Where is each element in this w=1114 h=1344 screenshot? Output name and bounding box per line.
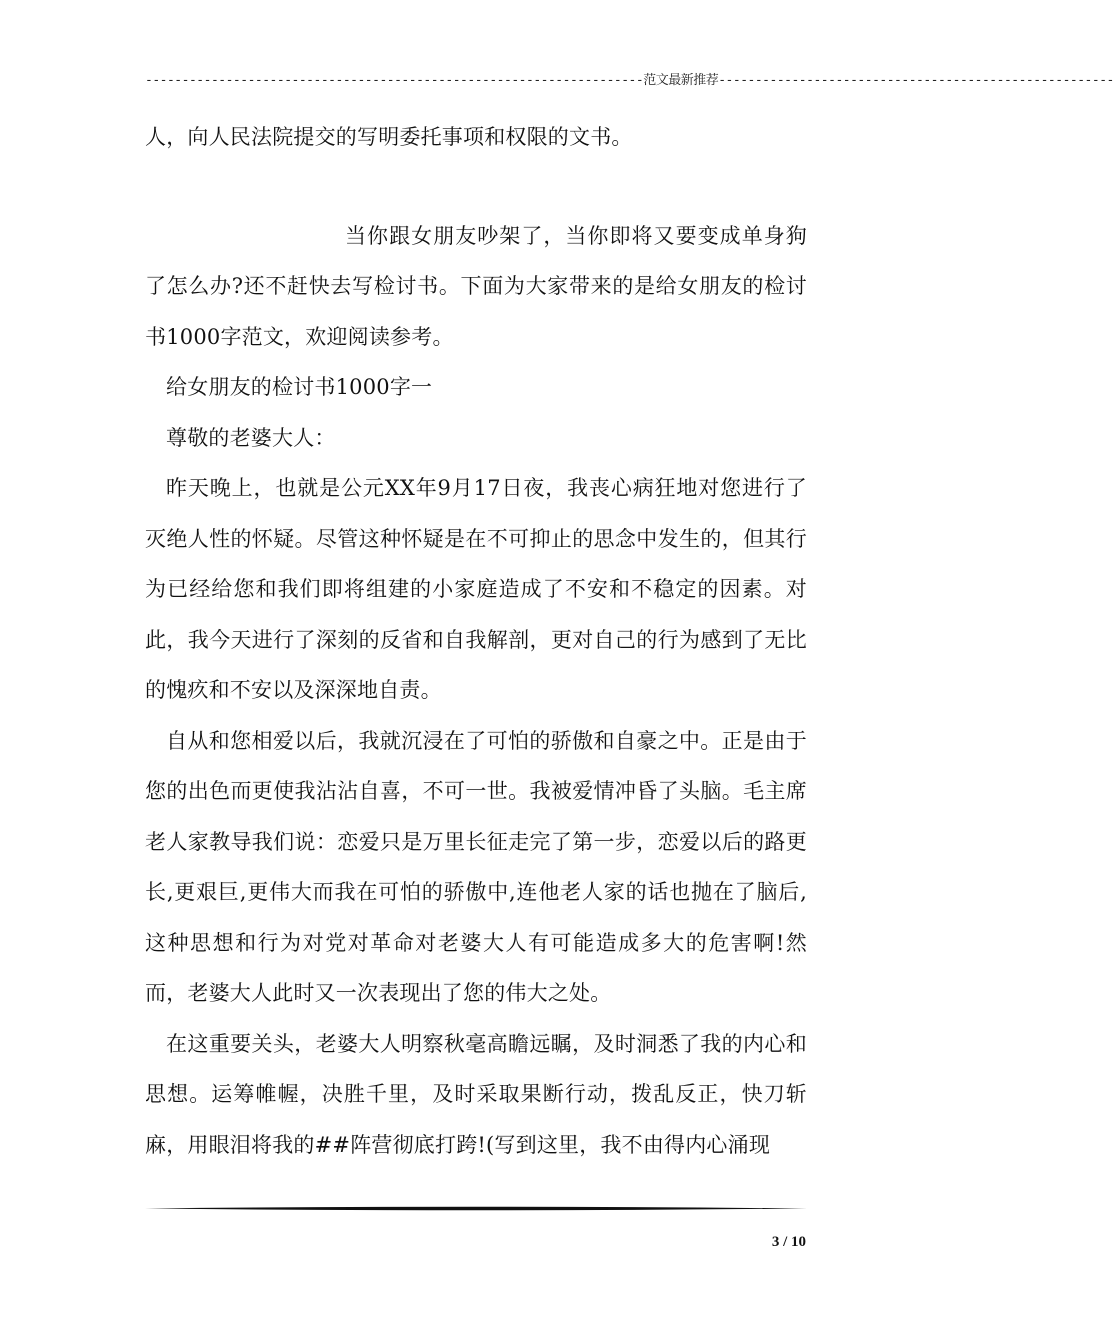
- page-number: 3 / 10: [771, 1234, 806, 1250]
- paragraph-intro: 当你跟女朋友吵架了，当你即将又要变成单身狗了怎么办?还不赶快去写检讨书。下面为大家带来的是给女朋友的检讨书1000字范文，欢迎阅读参考。: [145, 223, 807, 349]
- paragraph-body-1: 昨天晚上，也就是公元XX年9月17日夜，我丧心病狂地对您进行了灭绝人性的怀疑。尽管这种怀疑是在不可抑止的思念中发生的，但其行为已经给您和我们即将组建的小家庭造成了不安和不稳定的因素。对此，我今天进行了深刻的反省和自我解剖，更对自己的行为感到了无比的愧疚和不安以及深深地自责。: [145, 476, 807, 702]
- paragraph-body-2: 自从和您相爱以后，我就沉浸在了可怕的骄傲和自豪之中。正是由于您的出色而更使我沾沾自喜，不可一世。我被爱情冲昏了头脑。毛主席老人家教导我们说：恋爱只是万里长征走完了第一步，恋爱以后的路更长,更艰巨,更伟大而我在可怕的骄傲中,连他老人家的话也抛在了脑后,这种思想和行为对党对革命对老婆大人有可能造成多大的危害啊!然而，老婆大人此时又一次表现出了您的伟大之处。: [145, 728, 807, 1005]
- paragraph-continuation: 人，向人民法院提交的写明委托事项和权限的文书。: [145, 125, 633, 149]
- paragraph-body-3: 在这重要关头，老婆大人明察秋毫高瞻远瞩，及时洞悉了我的内心和思想。运筹帷幄，决胜千里，及时采取果断行动，拨乱反正，快刀斩麻，用眼泪将我的##阵营彻底打跨!(写到这里，我不由得内心涌现: [145, 1031, 807, 1157]
- section-heading: 给女朋友的检讨书1000字一: [166, 375, 433, 399]
- page-header: --------------------------------------------------------------------范文最新推荐------------------------------------------------------: [145, 73, 1114, 88]
- document-body: [145, 112, 807, 1170]
- paragraph-gap: [145, 163, 807, 211]
- salutation: 尊敬的老婆大人：: [166, 425, 336, 450]
- footer-rule: [145, 1205, 807, 1212]
